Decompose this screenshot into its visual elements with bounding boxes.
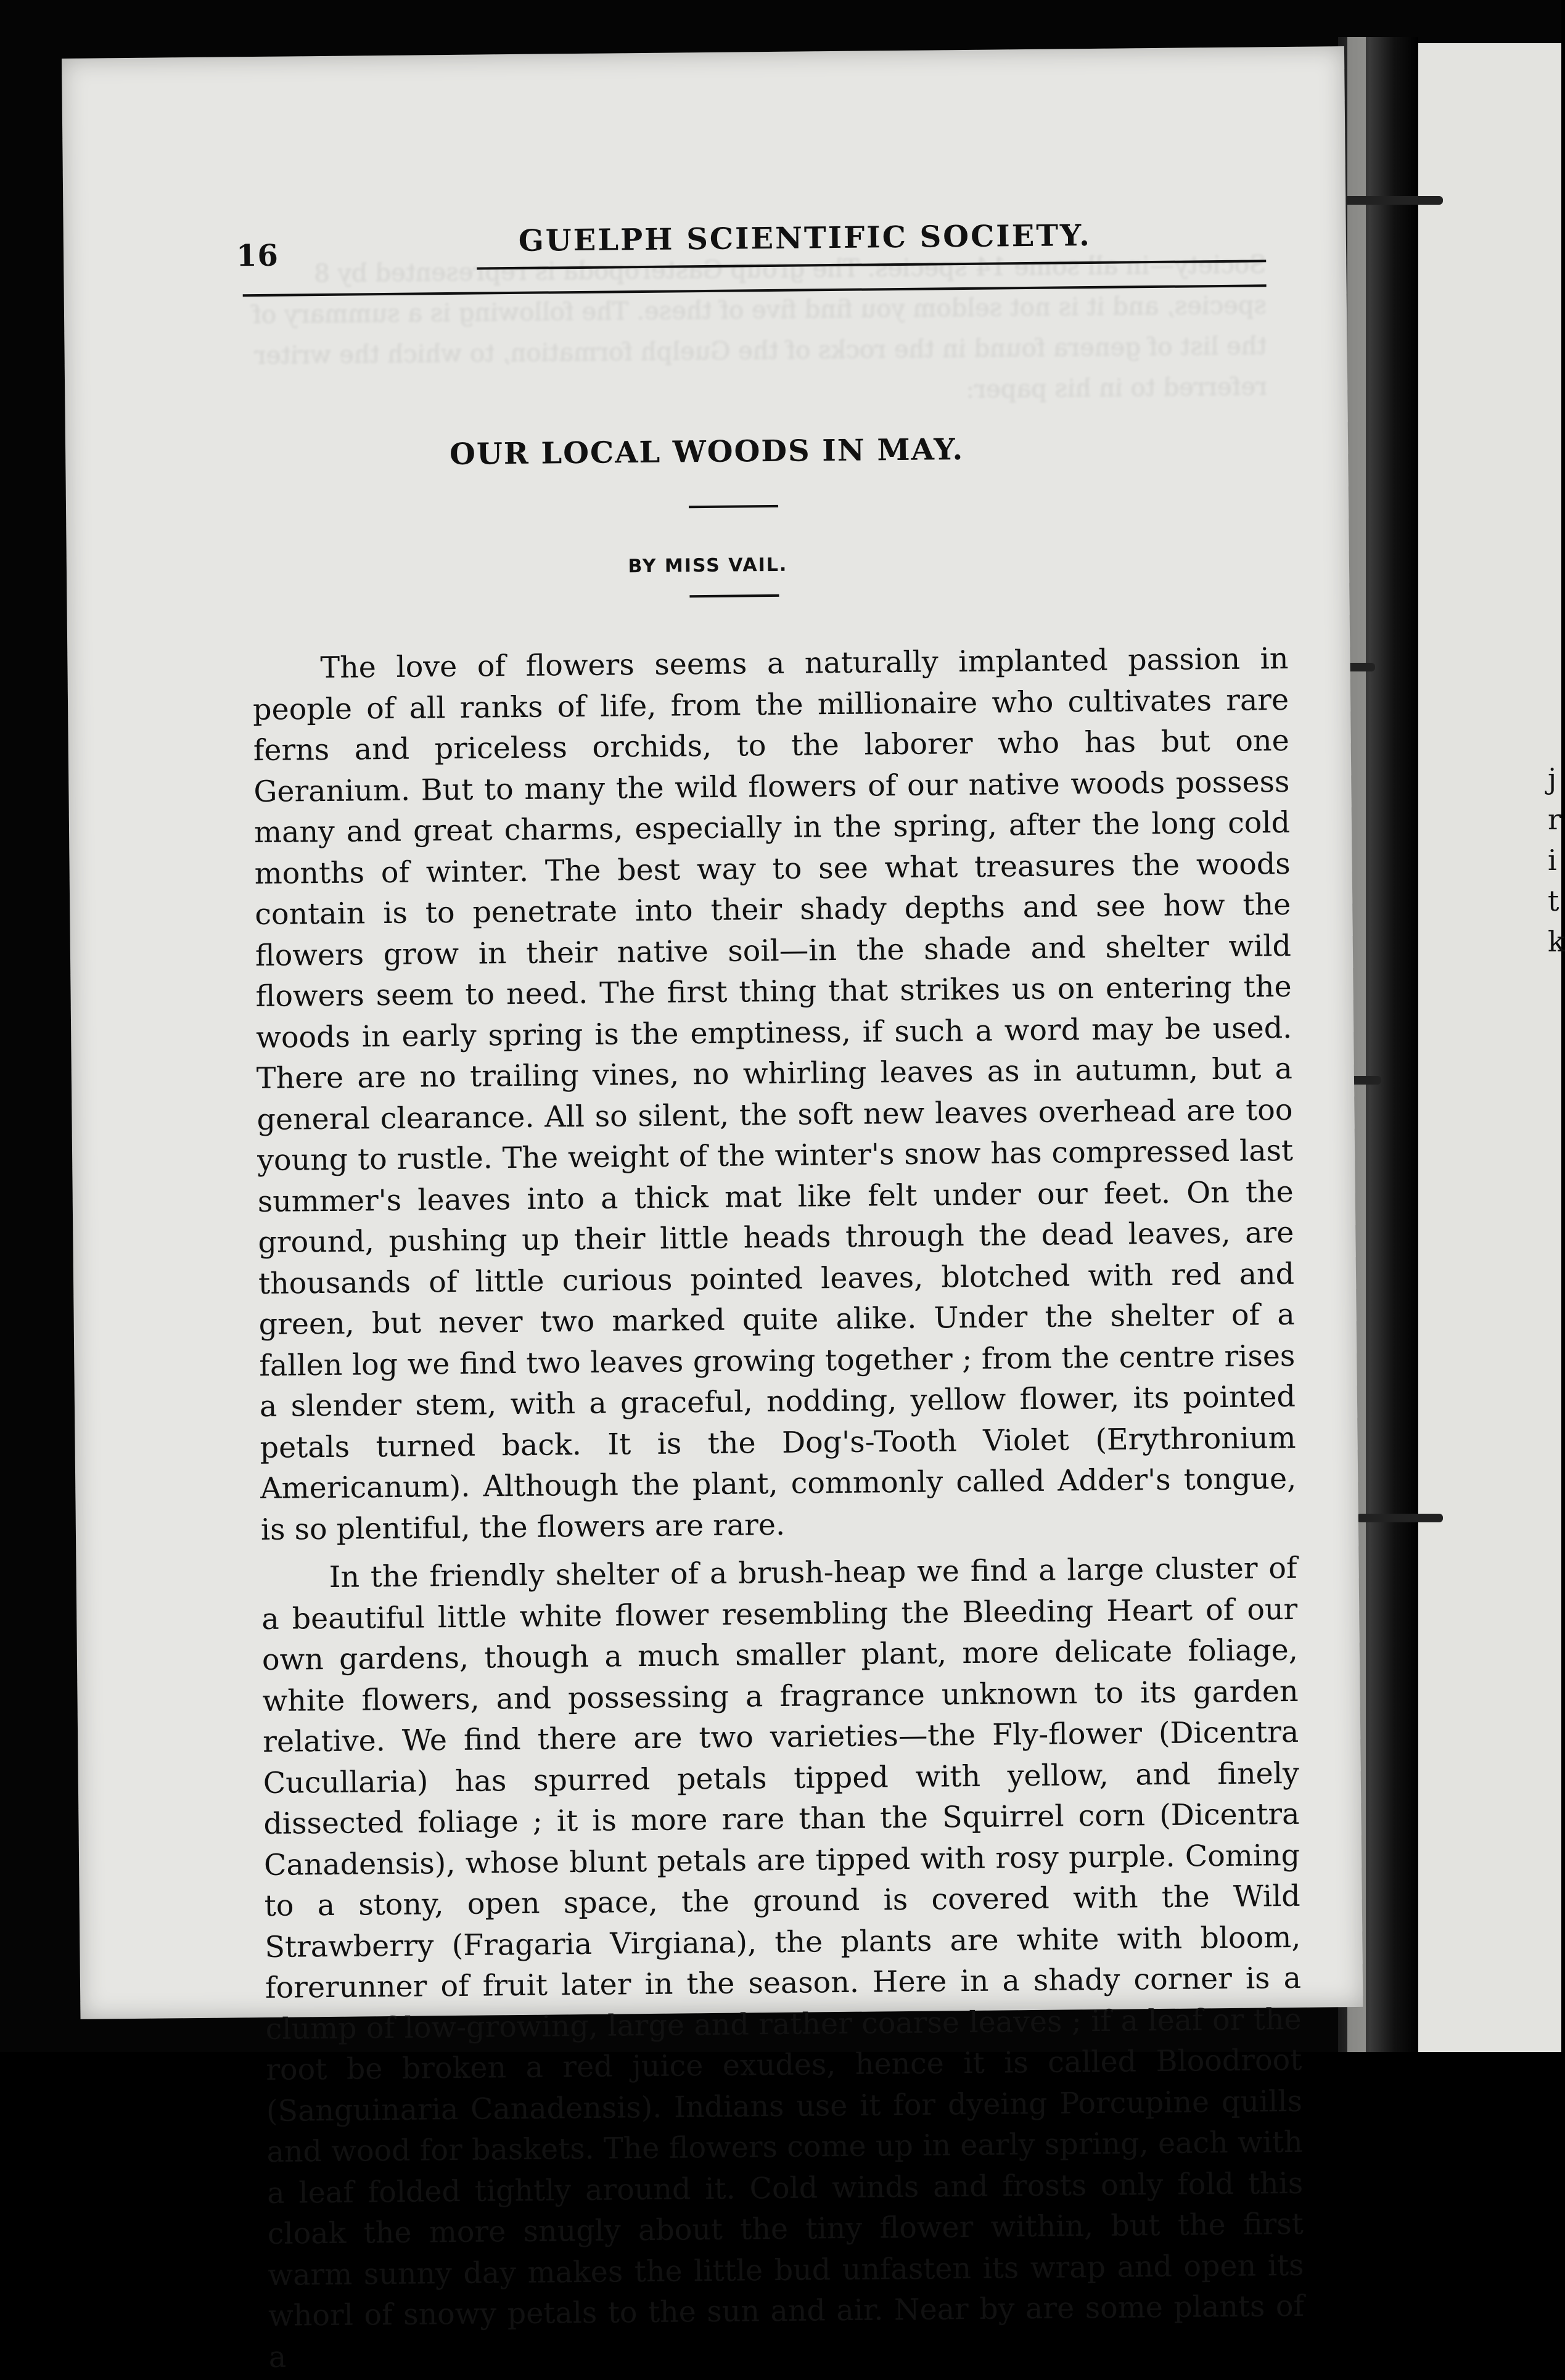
paragraph-2: In the friendly shelter of a brush-heap we find a large cluster of a beautiful little white flower resembling the Bleeding Heart of our own gardens, though a much smaller plant, more delicate foliage, white flowers, and possessing a fragrance unknown to its garden relative. We find there are two varieties—the Fly-flower (Dicentra Cucullaria) has spurred petals tipped with yellow, and finely dissected foliage ; it is more rare than the Squirrel corn (Dicentra Canadensis), whose blunt petals are tipped with rosy purple. Coming to a stony, open space, the ground is covered with the Wild Strawberry (Fragaria Virgiana), the plants are white with bloom, forerunner of fruit later in the season. Here in a shady corner is a clump of low-growing, large and rather coarse leaves ; if a leaf or the root be broken a red juice exudes, hence it is called Bloodroot (Sanguinaria Canadensis). Indians use it for dyeing Porcupine quills and wood for baskets. The flowers come up in early spring, each with a leaf folded tightly around it. Cold winds and frosts only fold this cloak the more snugly about the tiny flower within, but the first warm sunny day makes the little bud unfasten its wrap and open its whorl of snowy petals to the sun and air. Near by are some plants of a (261, 1551, 1305, 2374)
article-title: OUR LOCAL WOODS IN MAY. (449, 432, 964, 472)
running-title: GUELPH SCIENTIFIC SOCIETY. (518, 218, 1092, 258)
document-page (62, 46, 1363, 2374)
facing-page (1418, 43, 1565, 2052)
facing-page-letters: j r i t k (1548, 762, 1565, 958)
paragraph-1: The love of flowers seems a naturally implanted passion in people of all ranks of life, from the millionaire who cultivates rare ferns and priceless orchids, to the laborer who has but one Geranium. But to many the wild flowers of our native woods possess many and great charms, especially in the spring, after the long cold months of winter. The best way to see what treasures the woods contain is to penetrate into their shady depths and see how the flowers grow in their native soil—in the shade and shelter wild flowers seem to need. The first thing that strikes us on entering the woods in early spring is the emptiness, if such a word may be used. There are no trailing vines, no whirling leaves as in autumn, but a general clearance. All so silent, the soft new leaves overhead are too young to rustle. The weight of the winter's snow has compressed last summer's leaves into a thick mat like felt under our feet. On the ground, pushing up their little heads through the dead leaves, are thousands of little curious pointed leaves, blotched with red and green, but never two marked quite alike. Under the shelter of a fallen log we find two leaves growing together ; from the centre rises a slender stem, with a graceful, nodding, yellow flower, its pointed petals turned back. It is the Dog's-Tooth Violet (Erythronium Americanum). Although the plant, commonly called Adder's tongue, is so plentiful, the flowers are rare. (252, 641, 1297, 1547)
article-byline: BY MISS VAIL. (628, 554, 788, 578)
show-through-text: Society—in all some 14 species. The group Gasteropoda is represented by 8 species, and it is not seldom you find five of these. The following is a summary of the list of genera found in the rocks of the Guelph formation, to which the writer referred to in his paper: (252, 250, 1268, 404)
article-body (252, 639, 1305, 2378)
page-header (236, 210, 1267, 294)
page-number: 16 (236, 238, 279, 274)
header-rule (477, 260, 1266, 269)
binding-thread (1357, 1514, 1443, 1522)
